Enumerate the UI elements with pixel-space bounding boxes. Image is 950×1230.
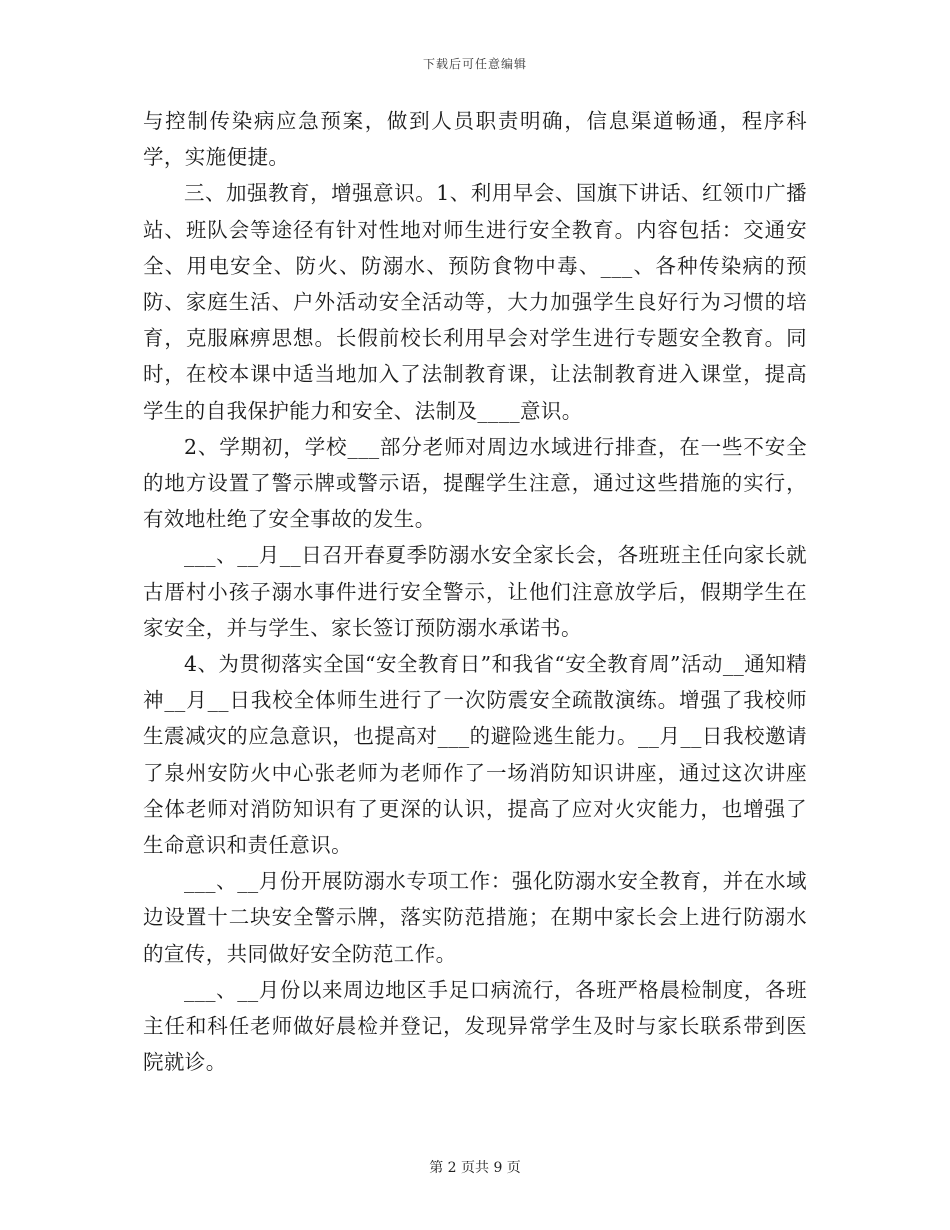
paragraph-education: 三、加强教育，增强意识。1、利用早会、国旗下讲话、红领巾广播站、班队会等途径有针对性地对师生进行安全教育。内容包括：交通安全、用电安全、防火、防溺水、预防食物中毒、___、各种传染病的预防、家庭生活、户外活动安全活动等，大力加强学生良好行为习惯的培育，克服麻痹思想。长假前校长利用早会对学生进行专题安全教育。同时，在校本课中适当地加入了法制教育课，让法制教育进入课堂，提高学生的自我保护能力和安全、法制及____意识。 [143, 181, 807, 423]
paragraph-drowning-prevention: ___、__月份开展防溺水专项工作：强化防溺水安全教育，并在水域边设置十二块安全警示牌，落实防范措施；在期中家长会上进行防溺水的宣传，共同做好安全防范工作。 [143, 869, 807, 966]
paragraph-safety-week: 4、为贯彻落实全国“安全教育日”和我省“安全教育周”活动__通知精神__月__日我校全体师生进行了一次防震安全疏散演练。增强了我校师生震减灾的应急意识，也提高对___的避险逃生能力。__月__日我校邀请了泉州安防火中心张老师为老师作了一场消防知识讲座，通过这次讲座全体老师对消防知识有了更深的认识，提高了应对火灾能力，也增强了生命意识和责任意识。 [143, 652, 807, 858]
page-number: 第 2 页共 9 页 [429, 1160, 521, 1176]
paragraph-continuation: 与控制传染病应急预案，做到人员职责明确，信息渠道畅通，程序科学，实施便捷。 [143, 109, 807, 170]
document-body [143, 103, 807, 1080]
paragraph-hfmd-check: ___、__月份以来周边地区手足口病流行，各班严格晨检制度，各班主任和科任老师做好晨检并登记，发现异常学生及时与家长联系带到医院就诊。 [143, 977, 807, 1075]
paragraph-water-inspection: 2、学期初，学校___部分老师对周边水域进行排查，在一些不安全的地方设置了警示牌或警示语，提醒学生注意，通过这些措施的实行，有效地杜绝了安全事故的发生。 [143, 434, 807, 532]
paragraph-parent-meeting: ___、__月__日召开春夏季防溺水安全家长会，各班班主任向家长就古厝村小孩子溺水事件进行安全警示，让他们注意放学后，假期学生在家安全，并与学生、家长签订预防溺水承诺书。 [143, 543, 807, 640]
header-note: 下载后可任意编辑 [422, 57, 527, 71]
